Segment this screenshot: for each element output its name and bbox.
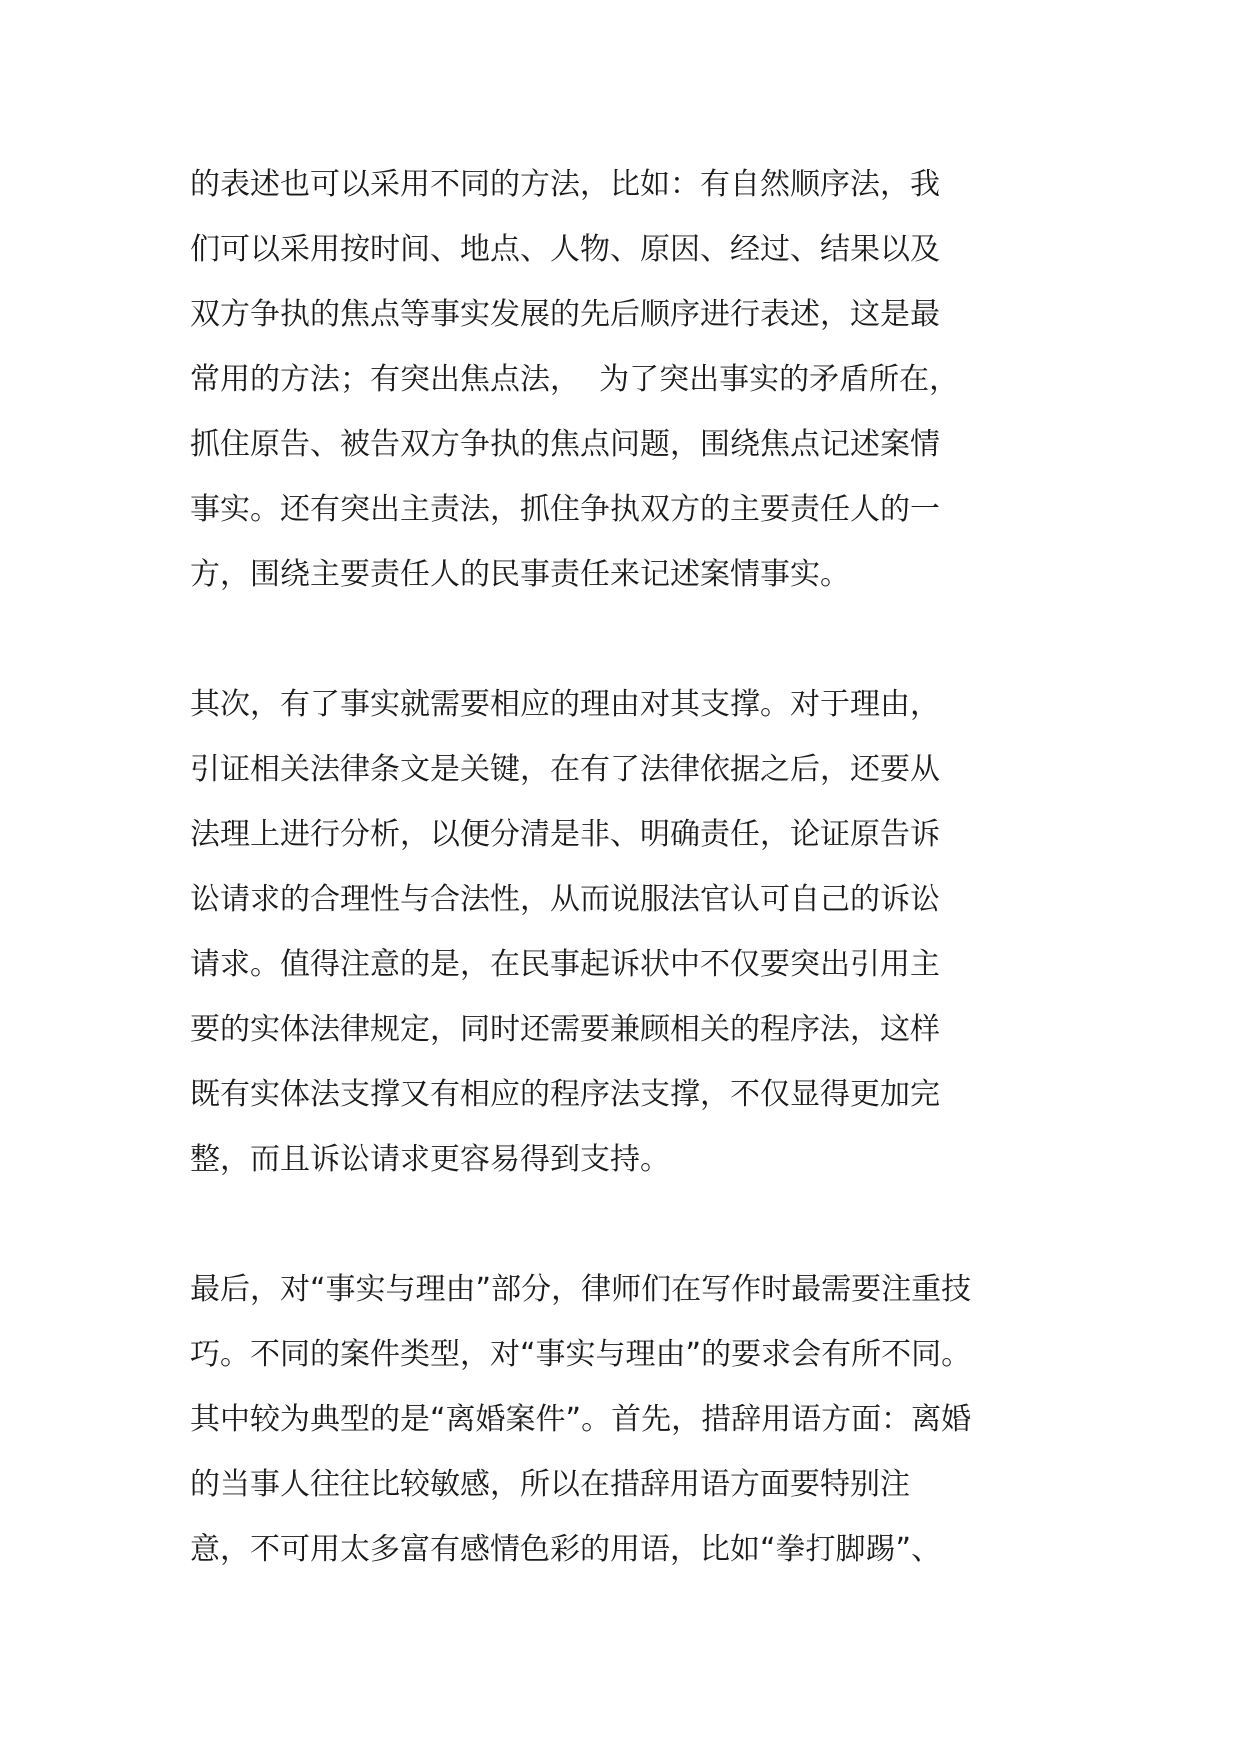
paragraph-line: 的表述也可以采用不同的方法，比如：有自然顺序法，我 [190, 167, 940, 202]
paragraph-line: 方，围绕主要责任人的民事责任来记述案情事实。 [190, 557, 850, 592]
paragraph-line: 双方争执的焦点等事实发展的先后顺序进行表述，这是最 [190, 297, 940, 332]
paragraph-line: 其中较为典型的是“离婚案件”。首先，措辞用语方面：离婚 [190, 1402, 972, 1437]
paragraph-line: 常用的方法；有突出焦点法， 为了突出事实的矛盾所在， [190, 362, 960, 397]
paragraph-line: 整，而且诉讼请求更容易得到支持。 [190, 1142, 670, 1177]
paragraph-line: 抓住原告、被告双方争执的焦点问题，围绕焦点记述案情 [190, 427, 940, 462]
paragraph-line: 其次，有了事实就需要相应的理由对其支撑。对于理由， [190, 687, 940, 722]
paragraph-line: 意，不可用太多富有感情色彩的用语，比如“拳打脚踢”、 [190, 1532, 942, 1567]
paragraph-line: 讼请求的合理性与合法性，从而说服法官认可自己的诉讼 [190, 882, 940, 917]
paragraph-line: 法理上进行分析，以便分清是非、明确责任，论证原告诉 [190, 817, 940, 852]
paragraph-line: 最后，对“事实与理由”部分，律师们在写作时最需要注重技 [190, 1272, 972, 1307]
paragraph-writing-techniques [190, 1257, 1070, 1582]
paragraph-fact-narration-methods [190, 152, 1070, 607]
paragraph-line: 们可以采用按时间、地点、人物、原因、经过、结果以及 [190, 232, 940, 267]
paragraph-line: 巧。不同的案件类型，对“事实与理由”的要求会有所不同。 [190, 1337, 972, 1372]
paragraph-line: 的当事人往往比较敏感，所以在措辞用语方面要特别注 [190, 1467, 910, 1502]
paragraph-line: 既有实体法支撑又有相应的程序法支撑，不仅显得更加完 [190, 1077, 940, 1112]
paragraph-line: 引证相关法律条文是关键，在有了法律依据之后，还要从 [190, 752, 940, 787]
paragraph-line: 事实。还有突出主责法，抓住争执双方的主要责任人的一 [190, 492, 940, 527]
paragraph-line: 要的实体法律规定，同时还需要兼顾相关的程序法，这样 [190, 1012, 940, 1047]
paragraph-reasons-support [190, 672, 1070, 1192]
paragraph-line: 请求。值得注意的是，在民事起诉状中不仅要突出引用主 [190, 947, 940, 982]
